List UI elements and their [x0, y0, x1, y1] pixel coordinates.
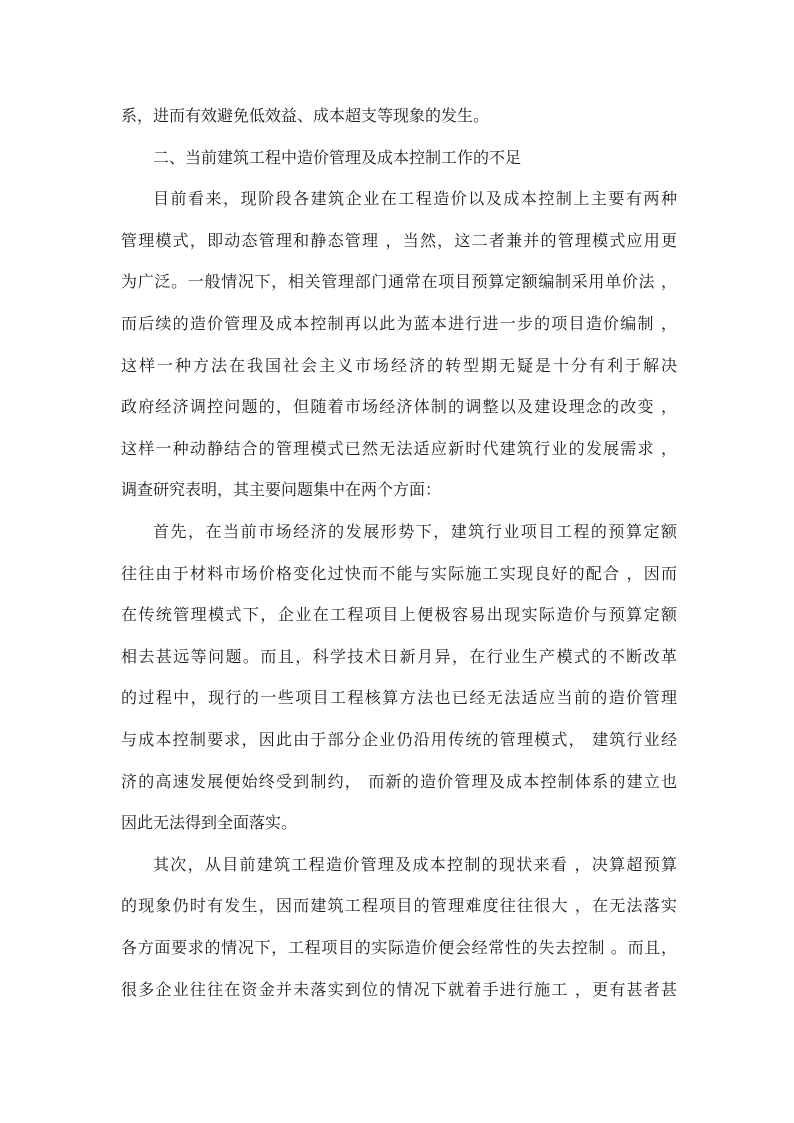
text-line: 济的高速发展便始终受到制约， 而新的造价管理及成本控制体系的建立也: [121, 772, 677, 791]
text-line: 的现象仍时有发生，因而建筑工程项目的管理难度往往很大 ，在无法落实: [121, 896, 677, 915]
text-line: 的过程中，现行的一些项目工程核算方法也已经无法适应当前的造价管理: [121, 688, 677, 707]
text-line: 往往由于材料市场价格变化过快而不能与实际施工实现良好的配合 ，因而: [121, 564, 677, 583]
text-line: 调查研究表明，其主要问题集中在两个方面：: [121, 480, 442, 499]
text-line: 系，进而有效避免低效益、成本超支等现象的发生。: [121, 106, 490, 125]
text-line: 其次，从目前建筑工程造价管理及成本控制的现状来看 ，决算超预算: [153, 855, 677, 874]
text-line: 为广泛。一般情况下，相关管理部门通常在项目预算定额编制采用单价法 ，: [121, 272, 677, 291]
text-line: 很多企业往往在资金并未落实到位的情况下就着手进行施工 ，更有甚者甚: [121, 980, 677, 999]
text-line: 相去甚远等问题。而且，科学技术日新月异，在行业生产模式的不断改革: [121, 647, 677, 666]
text-line: 政府经济调控问题的，但随着市场经济体制的调整以及建设理念的改变 ，: [121, 397, 677, 416]
text-line: 而后续的造价管理及成本控制再以此为蓝本进行进一步的项目造价编制 ，: [121, 314, 677, 333]
section-heading: 二、当前建筑工程中造价管理及成本控制工作的不足: [153, 148, 522, 167]
text-line: 各方面要求的情况下，工程项目的实际造价便会经常性的失去控制 。而且，: [121, 938, 677, 957]
text-line: 这样一种方法在我国社会主义市场经济的转型期无疑是十分有利于解决: [121, 356, 677, 375]
text-line: 这样一种动静结合的管理模式已然无法适应新时代建筑行业的发展需求 ，: [121, 439, 677, 458]
text-line: 与成本控制要求，因此由于部分企业仍沿用传统的管理模式， 建筑行业经: [121, 730, 677, 749]
text-line: 因此无法得到全面落实。: [121, 813, 298, 832]
text-line: 在传统管理模式下，企业在工程项目上便极容易出现实际造价与预算定额: [121, 605, 677, 624]
text-line: 目前看来，现阶段各建筑企业在工程造价以及成本控制上主要有两种: [153, 189, 677, 208]
text-line: 首先，在当前市场经济的发展形势下，建筑行业项目工程的预算定额: [153, 522, 677, 541]
text-line: 管理模式，即动态管理和静态管理 ，当然，这二者兼并的管理模式应用更: [121, 231, 677, 250]
